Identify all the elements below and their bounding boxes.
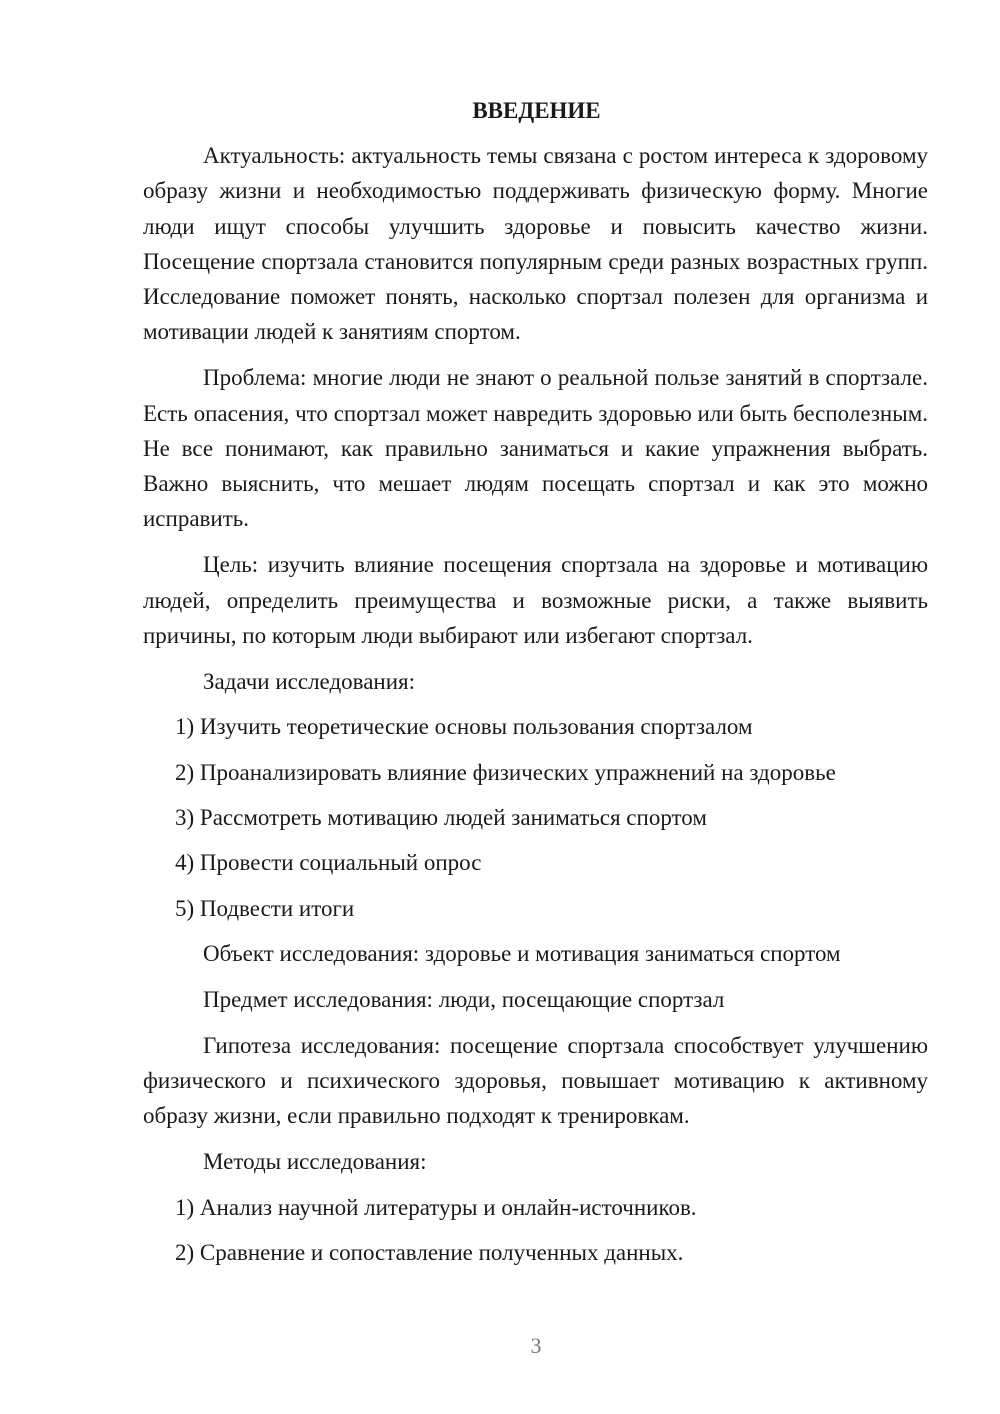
document-page (143, 93, 928, 1280)
methods-heading: Методы исследования: (203, 1148, 427, 1174)
paragraph-goal: Цель: изучить влияние посещения спортзала на здоровье и мотивацию людей, определить преимущества и возможные риски, а также выявить причины, по которым люди выбирают или избегают спортзал. (143, 552, 928, 648)
task-item: 4) Провести социальный опрос (175, 850, 482, 876)
task-item: 5) Подвести итоги (175, 895, 355, 921)
task-item: 3) Рассмотреть мотивацию людей заниматься спортом (175, 805, 707, 831)
research-object: Объект исследования: здоровье и мотивация заниматься спортом (203, 940, 841, 966)
research-hypothesis: Гипотеза исследования: посещение спортзала способствует улучшению физического и психического здоровья, повышает мотивацию к активному образу жизни, если правильно подходят к тренировкам. (143, 1032, 928, 1129)
paragraph-problem: Проблема: многие люди не знают о реальной пользе занятий в спортзале. Есть опасения, что спортзал может навредить здоровью или быть бесполезным. Не все понимают, как правильно заниматься и какие упражнения выбрать. Важно выяснить, что мешает людям посещать спортзал и как это можно исправить. (143, 365, 928, 532)
task-item: 1) Изучить теоретические основы пользования спортзалом (175, 714, 753, 740)
method-item: 1) Анализ научной литературы и онлайн-источников. (175, 1194, 697, 1220)
research-subject: Предмет исследования: люди, посещающие спортзал (203, 986, 725, 1012)
paragraph-relevance: Актуальность: актуальность темы связана с ростом интереса к здоровому образу жизни и необходимостью поддерживать физическую форму. Многие люди ищут способы улучшить здоровье и повысить качество жизни. Посещение спортзала становится популярным среди разных возрастных групп. Исследование поможет понять, насколько спортзал полезен для организма и мотивации людей к занятиям спортом. (143, 143, 928, 345)
tasks-heading: Задачи исследования: (203, 668, 416, 694)
section-title: ВВЕДЕНИЕ (472, 98, 601, 123)
page-number: 3 (530, 1333, 542, 1358)
task-item: 2) Проанализировать влияние физических упражнений на здоровье (175, 759, 836, 785)
method-item: 2) Сравнение и сопоставление полученных данных. (175, 1240, 684, 1266)
